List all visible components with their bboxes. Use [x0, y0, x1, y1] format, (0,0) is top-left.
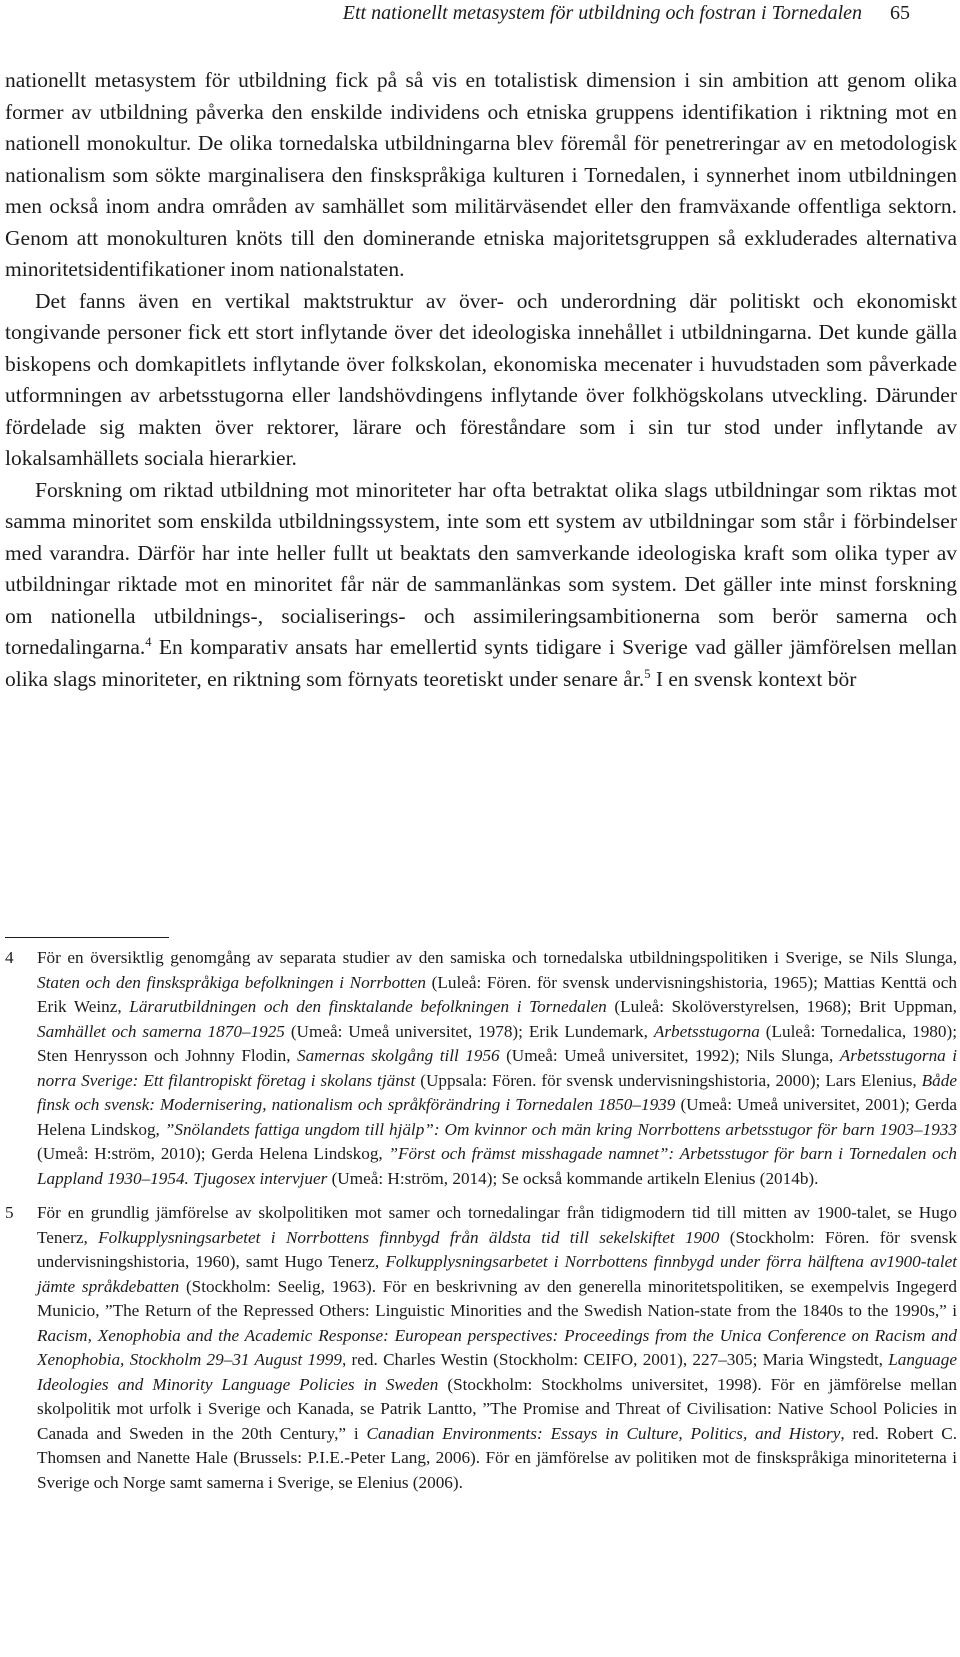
- running-title: Ett nationellt metasystem för utbildning och fostran i Tornedalen: [342, 2, 862, 24]
- footnote-run: (Stockholm: Seelig, 1963). För en beskrivning av den generella minoritetspolitiken, se exempelvis Ingegerd Municio, ”The Return of the Repressed Others: Linguistic Minorities and the Swedish Nation-state from the 1840s to the 1990s,” i: [37, 1276, 957, 1320]
- italic-title: Lärarutbildningen och den finsktalande befolkningen i Tornedalen: [129, 997, 607, 1016]
- italic-title: Samernas skolgång till 1956: [296, 1046, 500, 1065]
- italic-title: Folkupplysningsarbetet i Norrbottens finnbygd under förra hälftena av1900-talet jämte språkdebatten: [37, 1252, 957, 1296]
- footnote-run: (Umeå: Umeå universitet, 2001); Gerda Helena Lindskog,: [37, 1095, 957, 1139]
- italic-title: ”Snölandets fattiga ungdom till hjälp”: Om kvinnor och män kring Norrbottens arbetsstugor för barn 1903–1933: [164, 1119, 957, 1139]
- running-header: [343, 2, 910, 30]
- footnote-run: (Luleå: Skolöverstyrelsen, 1968); Brit Uppman,: [606, 997, 957, 1016]
- footnotes: [5, 946, 957, 1505]
- footnote-run: , red. Charles Westin (Stockholm: CEIFO, 2001), 227–305; Maria Wingstedt,: [341, 1350, 889, 1369]
- footnote-4: [5, 946, 957, 1191]
- italic-title: Staten och den finskspråkiga befolkningen i Norrbotten: [37, 972, 427, 992]
- footnote-text: [37, 1201, 957, 1495]
- footnote-run: (Umeå: H:ström, 2010); Gerda Helena Lindskog,: [37, 1144, 389, 1163]
- italic-title: Arbetsstugorna: [653, 1021, 760, 1041]
- body-text-run: I en svensk kontext bör: [650, 666, 857, 691]
- body-text-run: Forskning om riktad utbildning mot minoriteter har ofta betraktat olika slags utbildningar som riktas mot samma minoritet som enskilda utbildningssystem, inte som ett system av utbildningar som står i förbindelser med varandra. Därför har inte heller fullt ut beaktats den samverkande ideologiska kraft som olika typer av utbildningar riktade mot en minoritet får när de sammanlänkas som system. Det gäller inte minst forskning om nationella utbildnings-, socialiserings- och assimileringsambitionerna som berör samerna och tornedalingarna.: [5, 477, 957, 659]
- page-number: 65: [890, 2, 910, 24]
- footnote-run: För en grundlig jämförelse av skolpolitiken mot samer och tornedalingar från tidigmodern tid till mitten av 1900-talet, se Hugo Tenerz,: [37, 1203, 957, 1247]
- footnote-5: [5, 1201, 957, 1495]
- footnote-run: (Umeå: Umeå universitet, 1978); Erik Lundemark,: [284, 1021, 654, 1041]
- italic-title: ”Först och främst misshagade namnet”: Arbetsstugor för barn i Tornedalen och Lappland 1930–1954. Tjugosex intervjuer: [37, 1144, 957, 1188]
- italic-title: Arbetsstugorna i norra Sverige: Ett filantropiskt företag i skolans tjänst: [37, 1046, 957, 1090]
- body-paragraph: Det fanns även en vertikal maktstruktur av över- och underordning där politiskt och ekonomiskt tongivande personer fick ett stort inflytande över det ideologiska innehållet i utbildningarna. Det kunde gälla biskopens och domkapitlets inflytande över folkskolan, ekonomiska mecenater i huvudstaden som påverkade utformningen av arbetsstugorna eller landshövdingens inflytande över folkhögskolans utveckling. Därunder fördelade sig makten över rektorer, lärare och föreståndare som i sin tur stod under inflytande av lokalsamhällets sociala hierarkier.: [5, 288, 957, 470]
- footnote-run: (Uppsala: Fören. för svensk undervisningshistoria, 2000); Lars Elenius,: [415, 1070, 922, 1090]
- footnote-run: (Luleå: Fören. för svensk undervisningshistoria, 1965); Mattias Kenttä och Erik Weinz,: [37, 972, 957, 1016]
- footnote-run: (Stockholm: Stockholms universitet, 1998). För en jämförelse mellan skolpolitik mot urfolk i Sverige och Kanada, se Patrik Lantto, ”The Promise and Threat of Civilisation: Native School Policies in Canada and Sweden in the 20th Century,” i: [37, 1374, 957, 1443]
- footnote-run: , red. Robert C. Thomsen and Nanette Hale (Brussels: P.I.E.-Peter Lang, 2006). För en jämförelse av politiken mot de finskspråkiga minoriteterna i Sverige och Norge samt samerna i Sverige, se Elenius (2006).: [37, 1423, 957, 1492]
- footnote-number: 4: [5, 948, 14, 967]
- italic-title: Canadian Environments: Essays in Culture, Politics, and History: [366, 1423, 841, 1443]
- footnote-ref-5[interactable]: 5: [644, 666, 651, 681]
- footnote-run: (Umeå: Umeå universitet, 1992); Nils Slunga,: [499, 1046, 840, 1065]
- footnote-run: För en översiktlig genomgång av separata studier av den samiska och tornedalska utbildningspolitiken i Sverige, se Nils Slunga,: [37, 948, 957, 967]
- italic-title: Samhället och samerna 1870–1925: [37, 1021, 285, 1041]
- footnote-number: 5: [5, 1203, 14, 1222]
- italic-title: Language Ideologies and Minority Language Policies in Sweden: [37, 1350, 957, 1394]
- footnote-ref-4[interactable]: 4: [145, 634, 152, 649]
- footnote-run: (Umeå: H:ström, 2014); Se också kommande artikeln Elenius (2014b).: [327, 1168, 819, 1188]
- footnote-run: (Luleå: Tornedalica, 1980); Sten Henrysson och Johnny Flodin,: [37, 1021, 957, 1065]
- italic-title: Racism, Xenophobia and the Academic Response: European perspectives: Proceedings from the Unica Conference on Racism and Xenophobia, Stockholm 29–31 August 1999: [37, 1325, 957, 1369]
- body-text-run: En komparativ ansats har emellertid synts tidigare i Sverige vad gäller jämförelsen mellan olika slags minoriteter, en riktning som förnyats teoretiskt under senare år.: [5, 635, 957, 691]
- footnote-text: [37, 946, 957, 1191]
- body-paragraph: [5, 475, 957, 696]
- italic-title: Folkupplysningsarbetet i Norrbottens finnbygd från äldsta tid till sekelskiftet 1900: [98, 1227, 720, 1247]
- body-paragraph: nationellt metasystem för utbildning fick på så vis en totalistisk dimension i sin ambition att genom olika former av utbildning påverka den enskilde individens och etniska gruppens identifikation i riktning mot en nationell monokultur. De olika tornedalska utbildningarna blev föremål för penetreringar av en metodologisk nationalism som sökte marginalisera den finskspråkiga kulturen i Tornedalen, i synnerhet inom utbildningen men också inom andra områden av samhället som militärväsendet eller den framväxande offentliga sektorn. Genom att monokulturen knöts till den dominerande etniska majoritetsgruppen så exkluderades alternativa minoritetsidentifikationer inom nationalstaten.: [5, 68, 957, 281]
- italic-title: Både finsk och svensk: Modernisering, nationalism och språkförändring i Tornedalen 1850–1939: [37, 1070, 957, 1114]
- footnote-run: (Stockholm: Fören. för svensk undervisningshistoria, 1960), samt Hugo Tenerz,: [37, 1227, 957, 1271]
- body-text: [5, 65, 957, 695]
- footnote-divider: [5, 937, 169, 938]
